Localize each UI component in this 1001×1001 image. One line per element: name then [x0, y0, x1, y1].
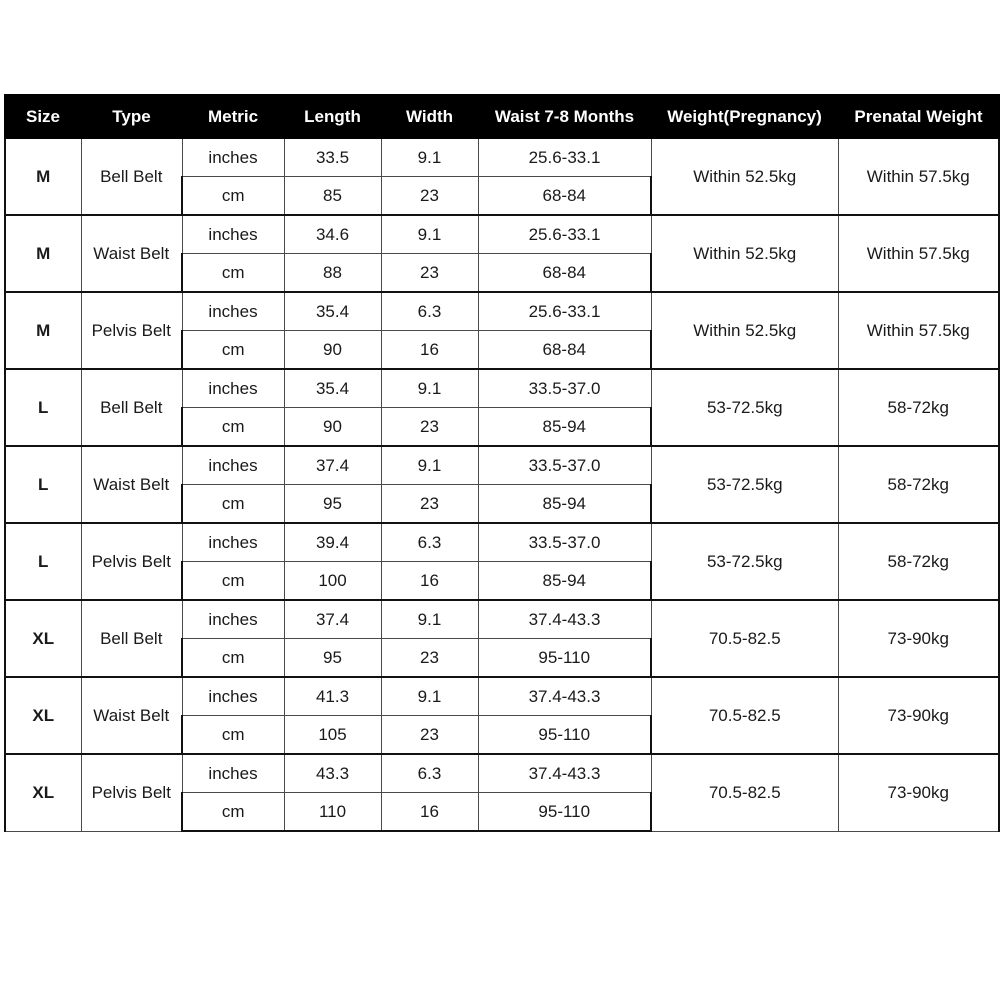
weight-pregnancy-cell: 70.5-82.5	[651, 754, 838, 831]
waist-cell: 33.5-37.0	[478, 369, 651, 408]
prenatal-weight-cell: 58-72kg	[838, 369, 999, 446]
prenatal-weight-cell: 58-72kg	[838, 523, 999, 600]
metric-cell: inches	[182, 754, 284, 793]
width-cell: 23	[381, 254, 478, 293]
metric-cell: inches	[182, 677, 284, 716]
header-length: Length	[284, 95, 381, 138]
length-cell: 95	[284, 485, 381, 524]
header-waist: Waist 7-8 Months	[478, 95, 651, 138]
width-cell: 9.1	[381, 369, 478, 408]
type-cell: Waist Belt	[81, 677, 182, 754]
weight-pregnancy-cell: Within 52.5kg	[651, 138, 838, 215]
metric-cell: cm	[182, 254, 284, 293]
width-cell: 9.1	[381, 600, 478, 639]
header-size: Size	[5, 95, 81, 138]
width-cell: 6.3	[381, 754, 478, 793]
prenatal-weight-cell: 73-90kg	[838, 600, 999, 677]
type-cell: Waist Belt	[81, 446, 182, 523]
weight-pregnancy-cell: 53-72.5kg	[651, 446, 838, 523]
length-cell: 37.4	[284, 446, 381, 485]
metric-cell: inches	[182, 600, 284, 639]
prenatal-weight-cell: 73-90kg	[838, 754, 999, 831]
header-type: Type	[81, 95, 182, 138]
width-cell: 9.1	[381, 138, 478, 177]
table-row	[5, 754, 999, 793]
waist-cell: 95-110	[478, 716, 651, 755]
metric-cell: inches	[182, 215, 284, 254]
table-row	[5, 292, 999, 331]
size-cell: M	[5, 138, 81, 215]
metric-cell: inches	[182, 523, 284, 562]
waist-cell: 25.6-33.1	[478, 138, 651, 177]
width-cell: 9.1	[381, 677, 478, 716]
waist-cell: 37.4-43.3	[478, 677, 651, 716]
width-cell: 9.1	[381, 446, 478, 485]
type-cell: Bell Belt	[81, 138, 182, 215]
length-cell: 37.4	[284, 600, 381, 639]
type-cell: Waist Belt	[81, 215, 182, 292]
size-cell: XL	[5, 754, 81, 831]
size-cell: L	[5, 369, 81, 446]
length-cell: 90	[284, 331, 381, 370]
prenatal-weight-cell: 58-72kg	[838, 446, 999, 523]
width-cell: 23	[381, 408, 478, 447]
type-cell: Pelvis Belt	[81, 292, 182, 369]
length-cell: 43.3	[284, 754, 381, 793]
waist-cell: 85-94	[478, 485, 651, 524]
waist-cell: 25.6-33.1	[478, 215, 651, 254]
waist-cell: 85-94	[478, 562, 651, 601]
length-cell: 33.5	[284, 138, 381, 177]
metric-cell: cm	[182, 562, 284, 601]
table-row	[5, 138, 999, 177]
metric-cell: inches	[182, 292, 284, 331]
type-cell: Bell Belt	[81, 600, 182, 677]
waist-cell: 95-110	[478, 639, 651, 678]
waist-cell: 37.4-43.3	[478, 600, 651, 639]
waist-cell: 68-84	[478, 177, 651, 216]
metric-cell: cm	[182, 177, 284, 216]
weight-pregnancy-cell: Within 52.5kg	[651, 215, 838, 292]
weight-pregnancy-cell: Within 52.5kg	[651, 292, 838, 369]
metric-cell: cm	[182, 331, 284, 370]
table-row	[5, 446, 999, 485]
metric-cell: cm	[182, 793, 284, 832]
length-cell: 90	[284, 408, 381, 447]
size-cell: XL	[5, 600, 81, 677]
length-cell: 35.4	[284, 369, 381, 408]
waist-cell: 68-84	[478, 254, 651, 293]
length-cell: 85	[284, 177, 381, 216]
waist-cell: 33.5-37.0	[478, 446, 651, 485]
type-cell: Pelvis Belt	[81, 754, 182, 831]
metric-cell: cm	[182, 485, 284, 524]
size-chart-table	[4, 94, 1000, 832]
width-cell: 16	[381, 793, 478, 832]
waist-cell: 33.5-37.0	[478, 523, 651, 562]
waist-cell: 37.4-43.3	[478, 754, 651, 793]
size-cell: XL	[5, 677, 81, 754]
length-cell: 41.3	[284, 677, 381, 716]
header-prenatal-weight: Prenatal Weight	[838, 95, 999, 138]
width-cell: 23	[381, 639, 478, 678]
header-width: Width	[381, 95, 478, 138]
weight-pregnancy-cell: 53-72.5kg	[651, 369, 838, 446]
type-cell: Pelvis Belt	[81, 523, 182, 600]
size-cell: M	[5, 292, 81, 369]
metric-cell: inches	[182, 138, 284, 177]
weight-pregnancy-cell: 53-72.5kg	[651, 523, 838, 600]
length-cell: 110	[284, 793, 381, 832]
size-cell: L	[5, 523, 81, 600]
waist-cell: 25.6-33.1	[478, 292, 651, 331]
table-row	[5, 523, 999, 562]
weight-pregnancy-cell: 70.5-82.5	[651, 677, 838, 754]
width-cell: 23	[381, 177, 478, 216]
table-header	[5, 95, 999, 138]
table-body	[5, 138, 999, 831]
type-cell: Bell Belt	[81, 369, 182, 446]
table-row	[5, 369, 999, 408]
width-cell: 16	[381, 331, 478, 370]
prenatal-weight-cell: 73-90kg	[838, 677, 999, 754]
size-cell: L	[5, 446, 81, 523]
width-cell: 6.3	[381, 292, 478, 331]
length-cell: 105	[284, 716, 381, 755]
width-cell: 23	[381, 716, 478, 755]
prenatal-weight-cell: Within 57.5kg	[838, 215, 999, 292]
header-row	[5, 95, 999, 138]
length-cell: 95	[284, 639, 381, 678]
metric-cell: cm	[182, 716, 284, 755]
metric-cell: inches	[182, 446, 284, 485]
prenatal-weight-cell: Within 57.5kg	[838, 292, 999, 369]
length-cell: 100	[284, 562, 381, 601]
width-cell: 9.1	[381, 215, 478, 254]
width-cell: 23	[381, 485, 478, 524]
table-row	[5, 215, 999, 254]
metric-cell: cm	[182, 639, 284, 678]
width-cell: 16	[381, 562, 478, 601]
waist-cell: 95-110	[478, 793, 651, 832]
table-row	[5, 600, 999, 639]
length-cell: 39.4	[284, 523, 381, 562]
header-weight-pregnancy: Weight(Pregnancy)	[651, 95, 838, 138]
waist-cell: 68-84	[478, 331, 651, 370]
waist-cell: 85-94	[478, 408, 651, 447]
metric-cell: cm	[182, 408, 284, 447]
prenatal-weight-cell: Within 57.5kg	[838, 138, 999, 215]
length-cell: 35.4	[284, 292, 381, 331]
length-cell: 34.6	[284, 215, 381, 254]
header-metric: Metric	[182, 95, 284, 138]
table-row	[5, 677, 999, 716]
weight-pregnancy-cell: 70.5-82.5	[651, 600, 838, 677]
metric-cell: inches	[182, 369, 284, 408]
width-cell: 6.3	[381, 523, 478, 562]
length-cell: 88	[284, 254, 381, 293]
size-cell: M	[5, 215, 81, 292]
